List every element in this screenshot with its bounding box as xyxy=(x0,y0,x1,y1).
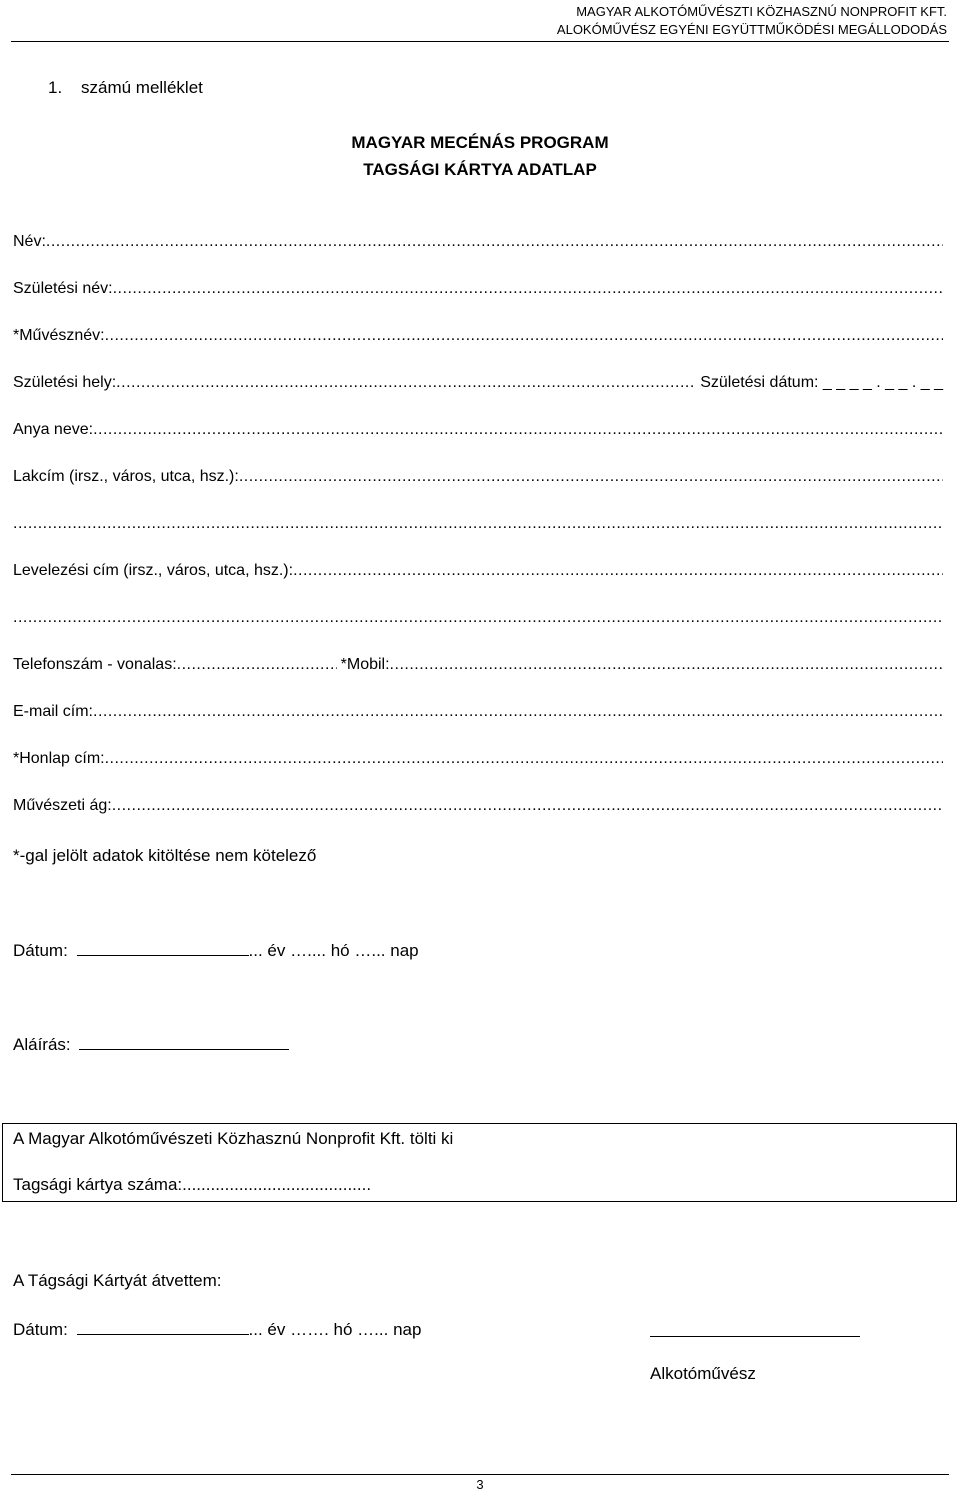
field-name[interactable] xyxy=(13,232,943,252)
annex-label: számú melléklet xyxy=(81,78,203,97)
field-mother-name[interactable] xyxy=(13,420,943,440)
field-address-label: Lakcím (irsz., város, utca, hsz.): xyxy=(13,468,239,485)
field-website[interactable] xyxy=(13,749,943,769)
date-label: Dátum: xyxy=(13,941,68,960)
field-email-fill xyxy=(93,702,943,722)
receipt-heading: A Tágsági Kártyát átvettem: xyxy=(13,1271,222,1290)
receipt-date-label: Dátum: xyxy=(13,1320,68,1339)
field-birth-name-fill xyxy=(113,279,943,299)
field-mailing-address-fill xyxy=(293,561,943,581)
annex-number: 1. xyxy=(48,78,63,97)
receipt-date-rest: ... év ……. hó …... nap xyxy=(248,1320,422,1339)
receipt-date-year-line[interactable] xyxy=(77,1318,249,1335)
field-birth-place-fill xyxy=(116,373,696,393)
card-number-dots: ........................................ xyxy=(182,1175,372,1194)
field-mobile-fill xyxy=(390,655,943,675)
field-artist-name-label: *Művésznév: xyxy=(13,327,105,344)
field-mailing-address[interactable] xyxy=(13,561,943,581)
field-address-line2[interactable] xyxy=(13,514,943,534)
field-mailing-address-label: Levelezési cím (irsz., város, utca, hsz.): xyxy=(13,562,294,579)
field-phone-fill xyxy=(177,655,337,675)
field-email[interactable] xyxy=(13,702,943,722)
field-birth-place-date[interactable] xyxy=(13,373,943,393)
header-agreement-title: ALOKÓMŰVÉSZ EGYÉNI EGYÜTTMŰKÖDÉSI MEGÁLLODODÁS xyxy=(556,22,947,37)
field-art-branch-fill xyxy=(112,796,943,816)
field-website-label: *Honlap cím: xyxy=(13,750,105,767)
signature-row[interactable] xyxy=(13,1033,289,1055)
card-number-label: Tagsági kártya száma: xyxy=(13,1175,183,1194)
field-birth-place-label: Születési hely: xyxy=(13,374,117,391)
field-email-label: E-mail cím: xyxy=(13,703,93,720)
field-mailing-address-line2[interactable] xyxy=(13,608,943,628)
field-address[interactable] xyxy=(13,467,943,487)
field-name-fill xyxy=(46,232,943,252)
program-title: MAGYAR MECÉNÁS PROGRAM xyxy=(351,133,609,152)
field-address-line2-fill xyxy=(13,514,943,534)
footer-divider xyxy=(11,1474,949,1475)
signature-label: Aláírás: xyxy=(13,1035,71,1054)
field-birth-date-label: Születési dátum: _ _ _ _ . _ _ . _ _ xyxy=(700,374,943,391)
field-phone-label: Telefonszám - vonalas: xyxy=(13,656,177,673)
page-number: 3 xyxy=(476,1477,484,1492)
field-mailing-address-line2-fill xyxy=(13,608,943,628)
field-mobile-label: *Mobil: xyxy=(340,656,390,673)
field-phone[interactable] xyxy=(13,655,943,675)
field-name-label: Név: xyxy=(13,233,46,250)
receipt-signature-line[interactable] xyxy=(650,1320,860,1337)
date-rest: ... év ….... hó …... nap xyxy=(248,941,419,960)
header-company-name: MAGYAR ALKOTÓMŰVÉSZTI KÖZHASZNÚ NONPROFIT KFT. xyxy=(576,4,947,19)
field-birth-name[interactable] xyxy=(13,279,943,299)
field-mother-name-label: Anya neve: xyxy=(13,421,94,438)
header-divider xyxy=(11,41,949,42)
receipt-date-row[interactable] xyxy=(13,1318,421,1340)
field-artist-name[interactable] xyxy=(13,326,943,346)
office-use-heading: A Magyar Alkotóművészeti Közhasznú Nonprofit Kft. tölti ki xyxy=(13,1129,454,1148)
card-number-row[interactable] xyxy=(13,1175,371,1195)
form-title: TAGSÁGI KÁRTYA ADATLAP xyxy=(363,160,597,179)
field-mother-name-fill xyxy=(93,420,943,440)
signature-line[interactable] xyxy=(79,1033,289,1050)
field-website-fill xyxy=(105,749,943,769)
date-row[interactable] xyxy=(13,939,419,961)
field-birth-name-label: Születési név: xyxy=(13,280,113,297)
receipt-signer-label: Alkotóművész xyxy=(650,1364,756,1383)
field-art-branch-label: Művészeti ág: xyxy=(13,797,112,814)
field-artist-name-fill xyxy=(105,326,943,346)
optional-fields-note: *-gal jelölt adatok kitöltése nem kötelező xyxy=(13,846,317,865)
field-art-branch[interactable] xyxy=(13,796,943,816)
date-year-line[interactable] xyxy=(77,939,249,956)
field-address-fill xyxy=(239,467,943,487)
